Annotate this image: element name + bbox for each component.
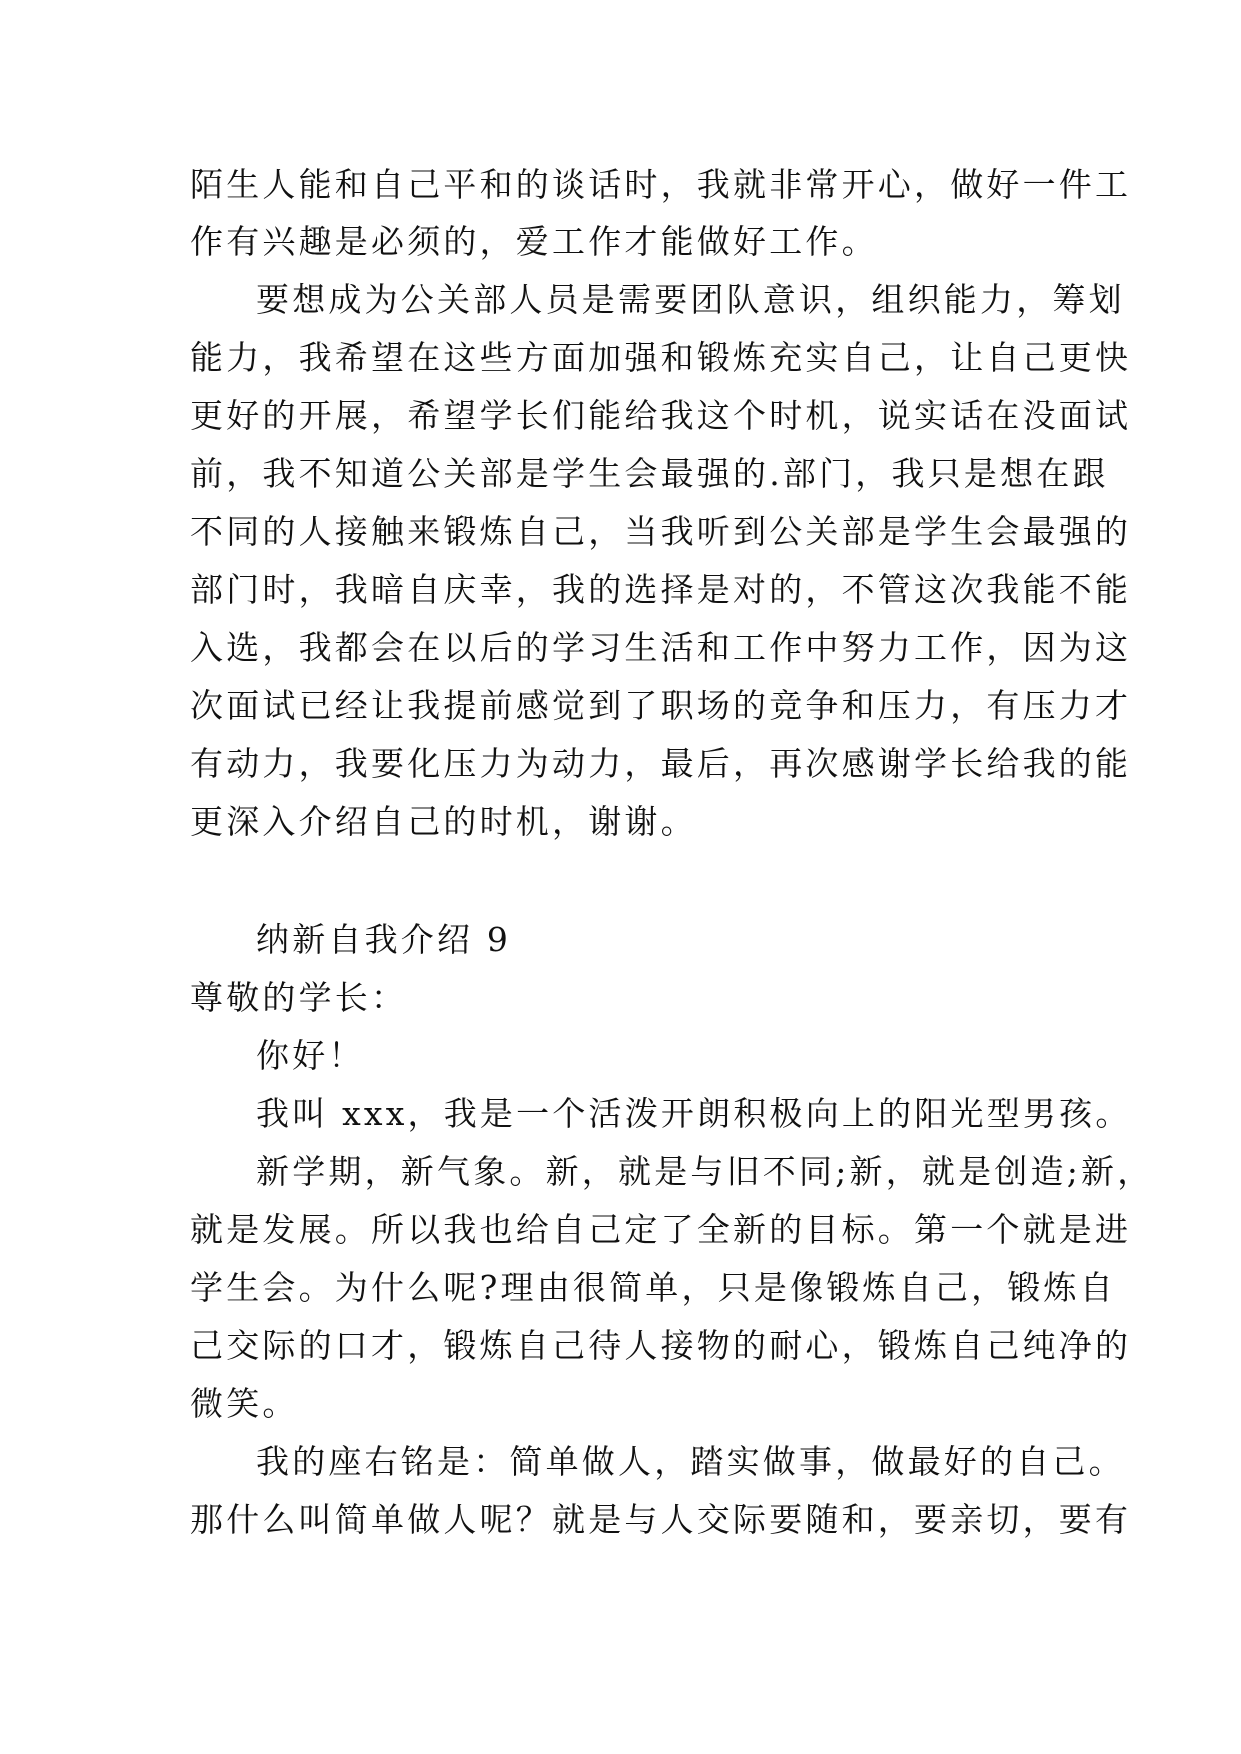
paragraph-start-line: 要想成为公关部人员是需要团队意识，组织能力，筹划 [256, 280, 1125, 319]
text-line: 前，我不知道公关部是学生会最强的.部门，我只是想在跟 [190, 454, 1109, 493]
paragraph-start-line: 新学期，新气象。新，就是与旧不同;新，就是创造;新， [256, 1152, 1154, 1191]
text-line: 微笑。 [190, 1384, 299, 1423]
text-line: 不同的人接触来锻炼自己，当我听到公关部是学生会最强的 [190, 512, 1132, 551]
paragraph-start-line: 我叫 xxx，我是一个活泼开朗积极向上的阳光型男孩。 [256, 1094, 1132, 1133]
text-line: 有动力，我要化压力为动力，最后，再次感谢学长给我的能 [190, 744, 1132, 783]
text-line: 陌生人能和自己平和的谈话时，我就非常开心，做好一件工 [190, 165, 1132, 204]
salutation: 尊敬的学长： [190, 978, 408, 1017]
text-line: 更好的开展，希望学长们能给我这个时机，说实话在没面试 [190, 396, 1132, 435]
text-line: 部门时，我暗自庆幸，我的选择是对的，不管这次我能不能 [190, 570, 1132, 609]
text-line: 作有兴趣是必须的，爱工作才能做好工作。 [190, 222, 878, 261]
paragraph-start-line: 我的座右铭是：简单做人，踏实做事，做最好的自己。 [256, 1442, 1125, 1481]
text-line: 己交际的口才，锻炼自己待人接物的耐心，锻炼自己纯净的 [190, 1326, 1132, 1365]
text-line: 就是发展。所以我也给自己定了全新的目标。第一个就是进 [190, 1210, 1132, 1249]
section-heading: 纳新自我介绍 9 [256, 920, 512, 959]
text-line: 入选，我都会在以后的学习生活和工作中努力工作，因为这 [190, 628, 1132, 667]
greeting: 你好！ [256, 1036, 365, 1075]
text-line: 学生会。为什么呢?理由很简单，只是像锻炼自己，锻炼自 [190, 1268, 1116, 1307]
text-line: 次面试已经让我提前感觉到了职场的竞争和压力，有压力才 [190, 686, 1132, 725]
text-line: 更深入介绍自己的时机，谢谢。 [190, 802, 697, 841]
text-line: 那什么叫简单做人呢？就是与人交际要随和，要亲切，要有 [190, 1500, 1132, 1539]
text-line: 能力，我希望在这些方面加强和锻炼充实自己，让自己更快 [190, 338, 1132, 377]
